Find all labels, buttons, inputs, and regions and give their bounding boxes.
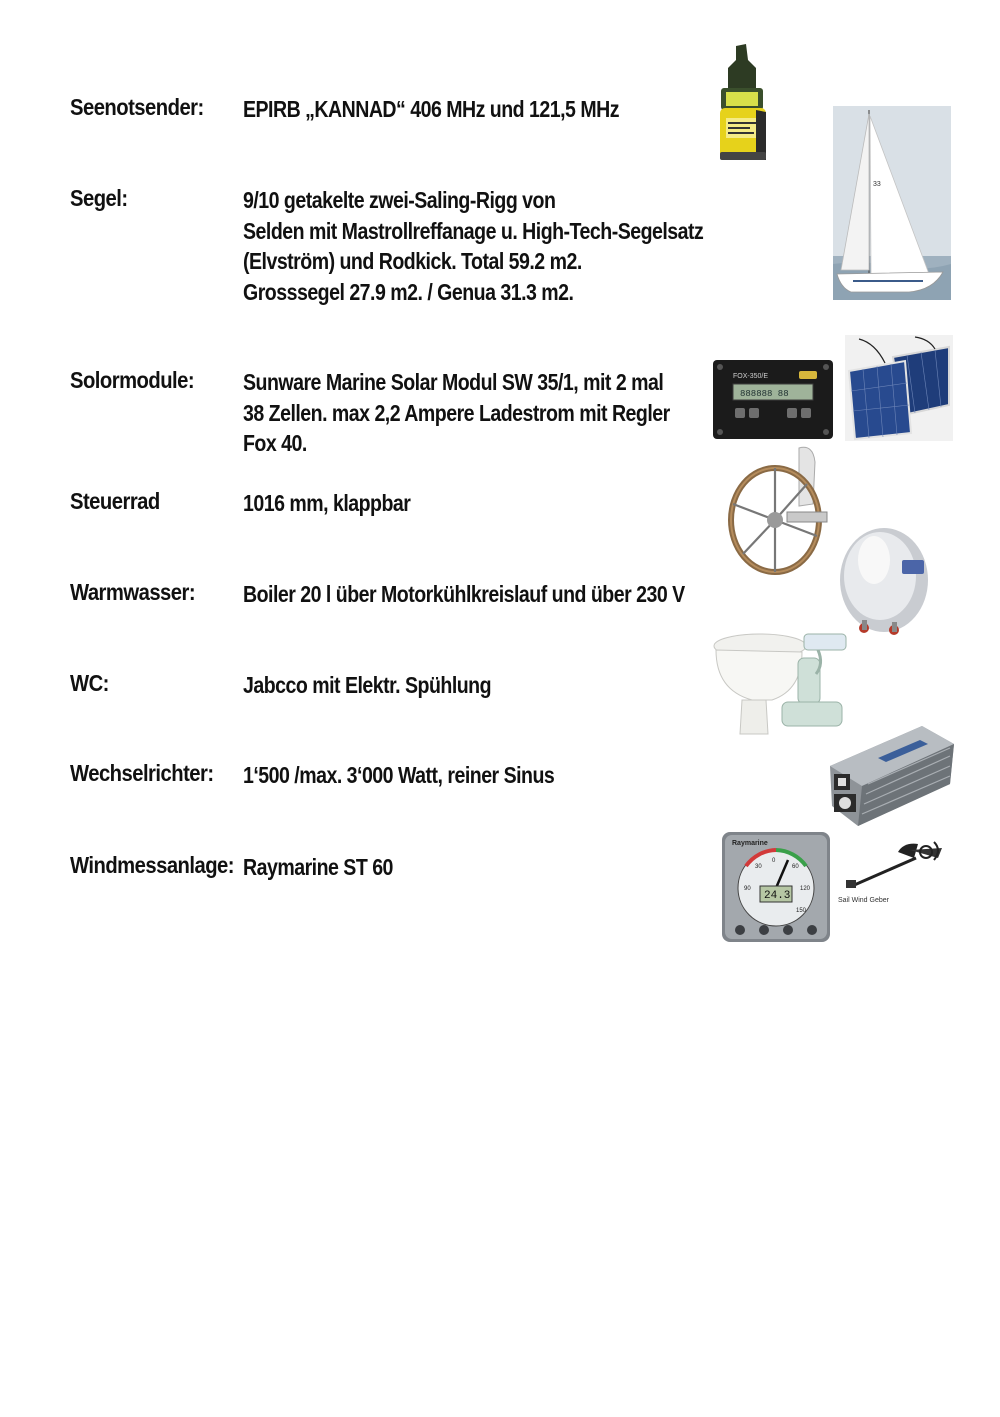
spec-value (243, 488, 702, 519)
epirb-beacon-image (712, 42, 772, 164)
sailboat-image (833, 106, 951, 300)
spec-line: 1‘500 /max. 3‘000 Watt, reiner Sinus (243, 762, 555, 788)
spec-line: Fox 40. (243, 430, 307, 456)
solar-panels-image (845, 335, 953, 441)
inverter-image (828, 722, 956, 828)
spec-label: Seenotsender: (70, 94, 204, 120)
wind-scale-label: 150 (796, 908, 807, 914)
spec-label: WC: (70, 670, 109, 696)
spec-value (243, 760, 702, 791)
wind-scale-label: 120 (800, 886, 811, 892)
steering-wheel-image (725, 444, 835, 578)
wind-instrument-image (722, 832, 830, 942)
spec-value (243, 579, 702, 610)
spec-line: Raymarine ST 60 (243, 854, 393, 880)
water-boiler-image (836, 520, 932, 638)
spec-line: Grosssegel 27.9 m2. / Genua 31.3 m2. (243, 278, 574, 305)
spec-label: Solormodule: (70, 367, 195, 393)
spec-line: (Elvström) und Rodkick. Total 59.2 m2. (243, 248, 582, 274)
spec-line: EPIRB „KANNAD“ 406 MHz und 121,5 MHz (243, 96, 619, 122)
spec-label: Warmwasser: (70, 579, 196, 605)
instrument-brand-text: Raymarine (732, 840, 768, 847)
wind-scale-label: 90 (744, 886, 751, 892)
solar-controller-image (713, 360, 833, 439)
spec-line: Jabcco mit Elektr. Spühlung (243, 672, 492, 698)
spec-label: Wechselrichter: (70, 760, 214, 786)
spec-line: 9/10 getakelte zwei-Saling-Rigg von (243, 187, 556, 213)
spec-line: Sunware Marine Solar Modul SW 35/1, mit 2 mal (243, 369, 664, 395)
spec-line: Boiler 20 l über Motorkühlkreislauf und über 230 V (243, 581, 685, 607)
spec-value (243, 94, 702, 125)
controller-display-text: 888888 88 (740, 389, 789, 399)
wind-sensor-image (838, 836, 948, 896)
spec-value (243, 367, 702, 459)
wind-scale-label: 30 (755, 864, 762, 870)
spec-value (243, 852, 702, 883)
spec-value (243, 670, 702, 701)
spec-line: 1016 mm, klappbar (243, 490, 411, 516)
controller-brand-text: FOX-350/E (733, 373, 769, 380)
spec-value (243, 185, 702, 307)
wind-scale-label: 0 (772, 858, 776, 864)
spec-label: Steuerrad (70, 488, 160, 514)
spec-label: Segel: (70, 185, 128, 211)
wind-scale-label: 60 (792, 864, 799, 870)
instrument-reading-text: 24.3 (764, 890, 791, 902)
wind-sensor-caption: Sail Wind Geber (838, 897, 889, 904)
spec-line: Selden mit Mastrollreffanage u. High-Tech-Segelsatz (243, 217, 704, 244)
spec-line: 38 Zellen. max 2,2 Ampere Ladestrom mit Regler (243, 399, 670, 426)
svg-text:33: 33 (873, 181, 881, 188)
spec-label: Windmessanlage: (70, 852, 234, 878)
